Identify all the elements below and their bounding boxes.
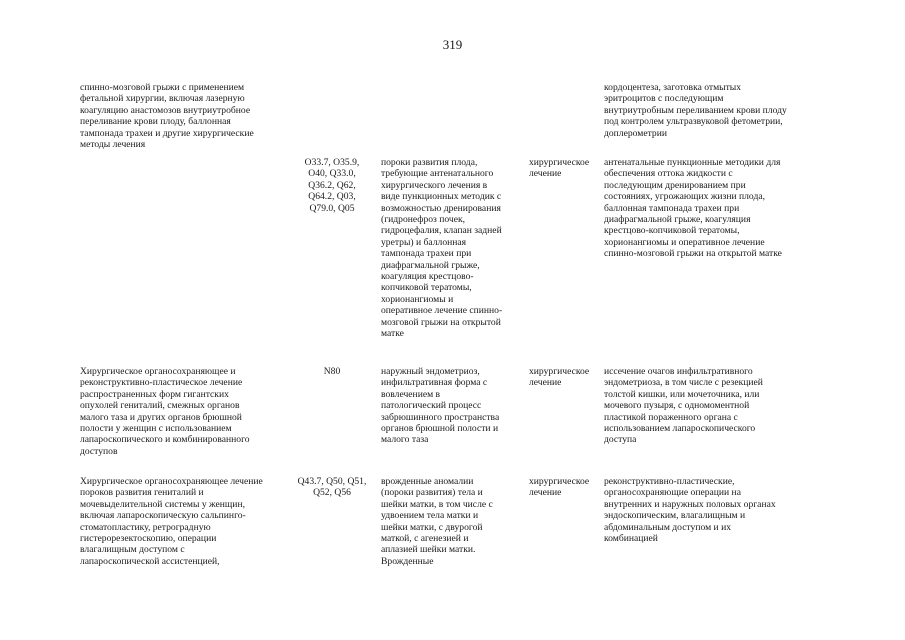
row-3-method-name: Хирургическое органосохраняющее и реконструктивно-пластическое лечение распространенных форм гигантских опухолей гениталий, смежных органов малого таза и других органов брюшной полости у женщин с использованием лапароскопического и комбинированного доступов: [80, 366, 250, 457]
row-2-method-description: антенатальные пункционные методики для обеспечения оттока жидкости с последующим дренированием при состояниях, угрожающих жизни плода, баллонная тампонада трахеи при диафрагмальной грыже, коагуляция крестцово-копчиковой тератомы, хорионангиомы и оперативное лечение спинно-мозговой грыжи на открытой матке: [604, 157, 782, 260]
row-4-treatment-type: хирургическое лечение: [529, 476, 590, 499]
row-4-method-name: Хирургическое органосохраняющее лечение пороков развития гениталий и мочевыделительной системы у женщин, включая лапароскопическую сальпинго- стоматопластику, ретроградную гистерорезектоскопию, операции влагалищным доступом с лапароскопической ассистенцией,: [80, 476, 263, 567]
row-3-treatment-type: хирургическое лечение: [529, 366, 590, 389]
row-1-method-description: кордоцентеза, заготовка отмытых эритроцитов с последующим внутриутробным переливанием крови плоду под контролем ультразвуковой фетометрии, доплерометрии: [604, 82, 787, 139]
row-3-icd-codes: N80: [323, 366, 341, 377]
row-3-diagnosis: наружный эндометриоз, инфильтративная форма с вовлечением в патологический процесс забрюшинного пространства органов брюшной полости и малого таза: [381, 366, 500, 446]
page-number: 319: [442, 37, 463, 52]
row-2-diagnosis: пороки развития плода, требующие антенатального хирургического лечения в виде пункционных методик с возможностью дренирования (гидронефроз почек, гидроцефалия, клапан задней уретры) и баллонная тампонада трахеи при диафрагмальной грыже, коагуляция крестцово- копчиковой тератомы, хорионангиомы и оперативное лечение спинно- мозговой грыжи на открытой матке: [381, 157, 503, 340]
row-2-icd-codes: O33.7, O35.9, O40, Q33.0, Q36.2, Q62, Q64.2, Q03, Q79.0, Q05: [304, 157, 360, 214]
row-1-method-name: спинно-мозговой грыжи с применением фетальной хирургии, включая лазерную коагуляцию анастомозов внутриутробное переливание крови плоду, баллонная тампонада трахеи и другие хирургические методы лечения: [80, 82, 254, 151]
row-4-method-description: реконструктивно-пластические, органосохраняющие операции на внутренних и наружных половых органах эндоскопическим, влагалищным и абдоминальным доступом и их комбинацией: [604, 476, 776, 545]
row-3-method-description: иссечение очагов инфильтративного эндометриоза, в том числе с резекцией толстой кишки, или мочеточника, или мочевого пузыря, с одномоментной пластикой пораженного органа с использованием лапароскопического доступа: [604, 366, 763, 446]
row-4-icd-codes: Q43.7, Q50, Q51, Q52, Q56: [297, 476, 367, 499]
row-4-diagnosis: врожденные аномалии (пороки развития) тела и шейки матки, в том числе с удвоением тела матки и шейки матки, с двурогой маткой, с агенезией и аплазией шейки матки. Врожденные: [381, 476, 493, 567]
row-2-treatment-type: хирургическое лечение: [529, 157, 590, 180]
